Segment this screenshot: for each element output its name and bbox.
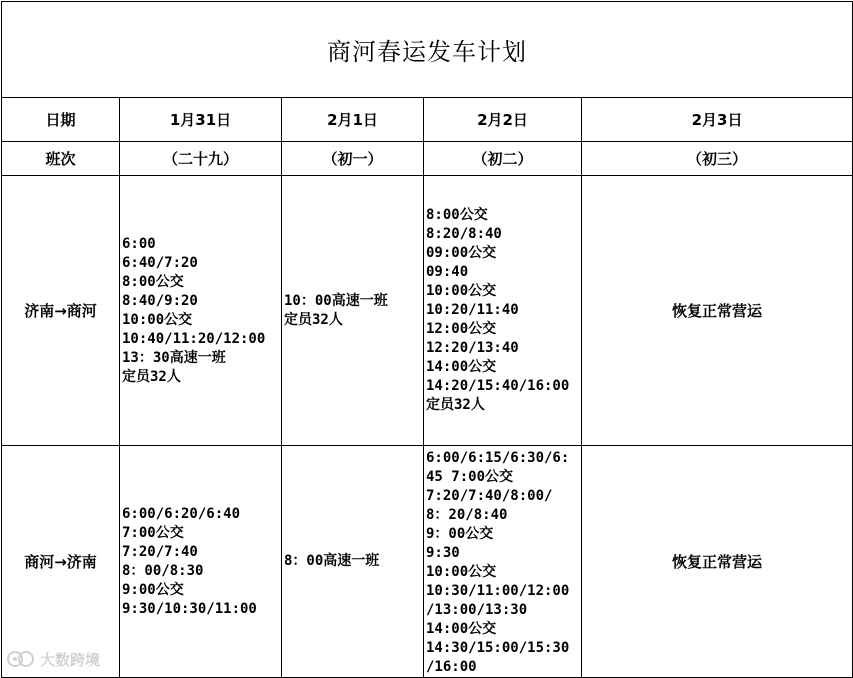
schedule-line: 定员32人 (122, 368, 181, 385)
schedule-line: 8:00公交 (426, 207, 488, 223)
schedule-line: 14:20/15:40/16:00 (426, 378, 570, 394)
route-name: 济南→商河 (2, 176, 120, 446)
schedule-cell (282, 446, 424, 678)
schedule-line: 10:40/11:20/12:00 (122, 330, 266, 347)
schedule-line: 8:40/9:20 (122, 292, 198, 309)
schedule-line: 10:00公交 (426, 564, 497, 580)
schedule-line: /16:00 (426, 659, 477, 675)
watermark-text: 大数跨境 (40, 650, 101, 669)
watermark-logo-icon (6, 648, 36, 670)
schedule-line: 9:30 (426, 545, 460, 561)
schedule-line: 10:00公交 (122, 311, 193, 328)
resume-normal-text: 恢复正常营运 (582, 176, 853, 446)
schedule-line: 10:30/11:00/12:00 (426, 583, 570, 599)
schedule-line: 14:00公交 (426, 621, 497, 637)
schedule-cell (282, 176, 424, 446)
schedule-line: 定员32人 (426, 397, 485, 413)
schedule-line: 13：30高速一班 (122, 349, 226, 366)
schedule-line: 8：00/8:30 (122, 562, 204, 579)
route-name: 商河→济南 (2, 446, 120, 678)
date-cell: 2月1日 (282, 98, 424, 142)
schedule-line: 45 7:00公交 (426, 469, 514, 485)
date-cell: 1月31日 (120, 98, 282, 142)
schedule-line: 09:00公交 (426, 245, 497, 261)
schedule-line: 7:20/7:40 (122, 543, 198, 560)
schedule-line: 10:20/11:40 (426, 302, 519, 318)
schedule-cell (120, 446, 282, 678)
shift-label: 班次 (2, 142, 120, 176)
schedule-line: 9：00公交 (426, 526, 494, 542)
schedule-cell (424, 446, 582, 678)
schedule-line: 7:20/7:40/8:00/ (426, 488, 553, 504)
lunar-date-cell: （初二） (424, 142, 582, 176)
schedule-line: 12:20/13:40 (426, 340, 519, 356)
resume-normal-text: 恢复正常营运 (582, 446, 853, 678)
schedule-line: 6:40/7:20 (122, 254, 198, 271)
date-cell: 2月3日 (582, 98, 853, 142)
schedule-line: 8：00高速一班 (284, 553, 380, 569)
schedule-line: 10:00公交 (426, 283, 497, 299)
schedule-line: /13:00/13:30 (426, 602, 528, 618)
date-label: 日期 (2, 98, 120, 142)
schedule-cell (120, 176, 282, 446)
schedule-line: 8:20/8:40 (426, 226, 502, 242)
schedule-line: 8：20/8:40 (426, 507, 508, 523)
lunar-date-cell: （二十九） (120, 142, 282, 176)
schedule-line: 14:30/15:00/15:30 (426, 640, 570, 656)
schedule-line: 12:00公交 (426, 321, 497, 337)
schedule-line: 14:00公交 (426, 359, 497, 375)
route-row (2, 446, 853, 678)
route-row (2, 176, 853, 446)
lunar-date-cell: （初三） (582, 142, 853, 176)
schedule-line: 10：00高速一班 (284, 292, 388, 309)
schedule-line: 6:00/6:15/6:30/6: (426, 450, 570, 466)
date-cell: 2月2日 (424, 98, 582, 142)
schedule-table (1, 1, 853, 678)
schedule-line: 6:00 (122, 235, 156, 252)
watermark (6, 648, 100, 670)
schedule-line: 09:40 (426, 264, 469, 280)
schedule-line: 9:00公交 (122, 581, 184, 598)
lunar-date-cell: （初一） (282, 142, 424, 176)
schedule-line: 7:00公交 (122, 524, 184, 541)
schedule-line: 8:00公交 (122, 273, 184, 290)
schedule-line: 定员32人 (284, 311, 343, 328)
page-title: 商河春运发车计划 (2, 2, 853, 98)
schedule-line: 6:00/6:20/6:40 (122, 505, 241, 522)
schedule-line: 9:30/10:30/11:00 (122, 600, 257, 617)
schedule-cell (424, 176, 582, 446)
